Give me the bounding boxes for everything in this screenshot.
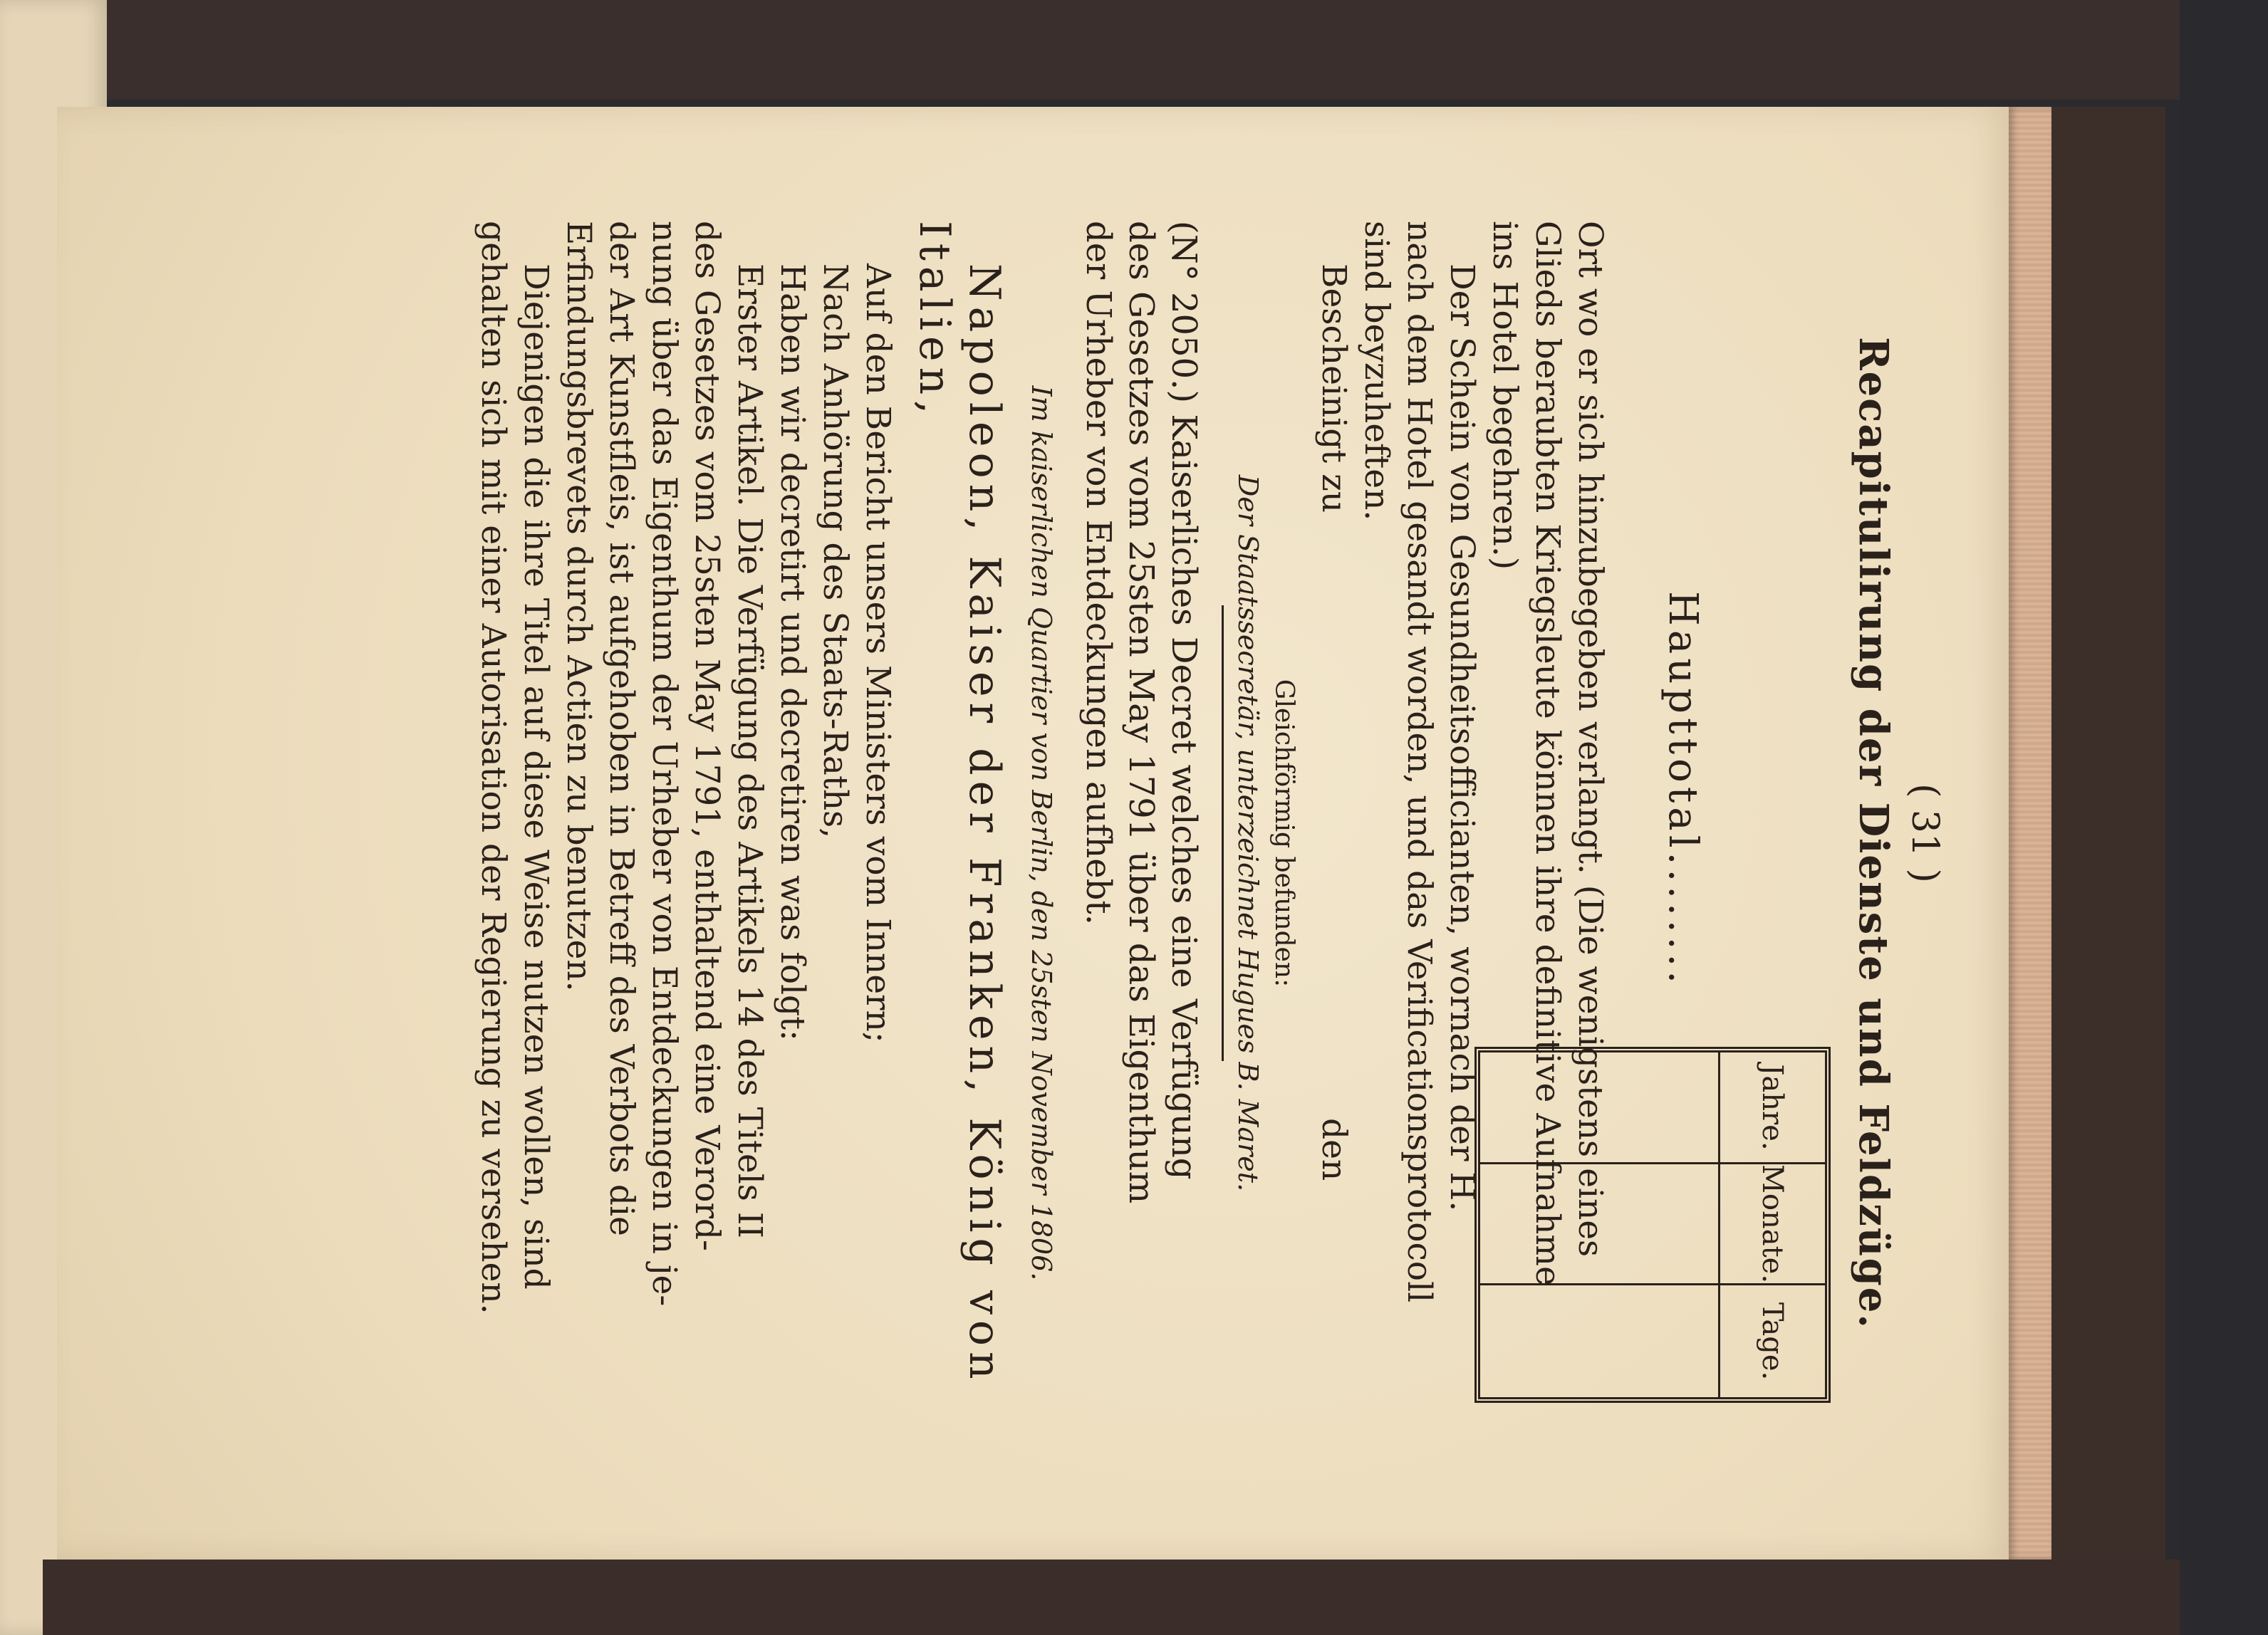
page-title: Recapitulirung der Dienste und Feldzüge. [1850,337,1897,1330]
body-line: des Gesetzes vom 25sten May 1791, enthaltend eine Verord- [687,221,727,1251]
body-line: Nach Anhörung des Staats-Raths, [816,263,855,839]
rotated-page-content [57,107,2009,1560]
body-line: Haben wir decretirt und decretiren was folgt: [773,263,812,1041]
place-date: Im kaiserlichen Quartier von Berlin, den 25sten November 1806. [1026,385,1057,1281]
page-number: ( 31 ) [1903,783,1946,883]
decree-line: (N° 2050.) Kaiserliches Decret welches eine Verfügung [1164,221,1204,1180]
book-cover-bottom [43,1560,2180,1635]
secretary-line: Der Staatssecretär, unterzeichnet Hugues B. Maret. [1232,474,1264,1192]
grand-total: Haupttotal........ [1660,591,1706,988]
table-header-years: Jahre. [1718,1052,1825,1164]
table-header-months: Monate. [1718,1164,1825,1285]
paragraph-line: nach dem Hotel gesandt worden, und das Verificationsprotocoll [1400,221,1439,1303]
paragraph-line: sind beyzuheften. [1357,221,1396,521]
certified-den: den [1314,1118,1353,1181]
decree-line: des Gesetzes vom 25sten May 1791 über das Eigenthum [1121,221,1161,1204]
page-edges [2009,107,2051,1560]
napoleon-line: Italien, [910,221,959,420]
table-header-days: Tage. [1718,1285,1825,1397]
napoleon-line: Napoleon, Kaiser der Franken, König von [959,263,1009,1385]
paragraph-line: ins Hotel begehren.) [1485,221,1524,570]
background-right [2180,0,2268,1635]
decree-line: der Urheber von Entdeckungen aufhebt. [1078,221,1118,925]
body-line: Auf den Bericht unsers Ministers vom Innern; [858,263,898,1043]
certified-to: Bescheinigt zu [1314,263,1353,513]
body-line: gehalten sich mit einer Autorisation der Regierung zu versehen. [474,221,513,1315]
body-line: Erfindungsbrevets durch Actien zu benutzen. [559,221,598,992]
body-line: Erster Artikel. Die Verfügung des Artikels 14 des Titels II [730,263,769,1238]
page-text [121,221,1945,1446]
divider [1222,605,1224,1061]
paragraph-line: Der Schein von Gesundheitsofficianten, wornach der H. [1442,263,1482,1212]
body-line: nung über das Eigenthum der Urheber von Entdeckungen in je- [645,221,684,1307]
table-cell [1480,1285,1718,1397]
book-cover-top [43,0,2208,100]
certified-line: Gleichförmig befunden: [1269,679,1299,988]
body-line: Diejenigen die ihre Titel auf diese Weise nutzen wollen, sind [516,263,556,1290]
paragraph-line: Glieds beraubten Kriegsleute können ihre definitive Aufnahme [1528,221,1567,1286]
body-line: der Art Kunstfleis, ist aufgehoben in Betreff des Verbots die [602,221,641,1236]
book-cover-right [2051,107,2165,1560]
paragraph-line: Ort wo er sich hinzubegeben verlangt. (Die wenigstens eines [1571,221,1610,1258]
